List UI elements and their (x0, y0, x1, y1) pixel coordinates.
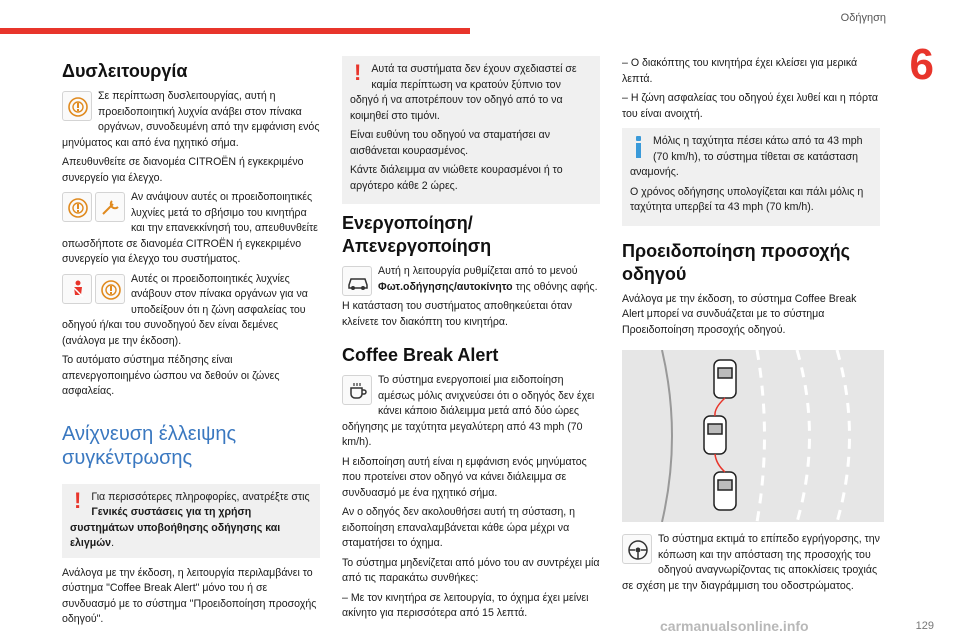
heading-activation: Ενεργοποίηση/ Απενεργοποίηση (342, 213, 492, 256)
exclamation-icon: ! (74, 487, 82, 513)
warning-box-1 (62, 484, 320, 558)
heading-malfunction: Δυσλειτουργία (62, 61, 188, 81)
malfunction-text-3: Αν ανάψουν αυτές οι προειδοποιητικές λυχνίες μετά το σβήσιμο του κινητήρα και την επανεκκίνησή του, απευθυνθείτε οπωσδήποτε σε διανομέα CITROËN ή εγκεκριμένο συνεργείο για έλεγχο του συστήματος. (62, 191, 318, 265)
icon-group-2 (62, 192, 125, 222)
coffee-text-5: – Με τον κινητήρα σε λειτουργία, το όχημα έχει μείνει ακίνητο για περισσότερα από 15 λεπτά. (342, 591, 589, 619)
warning-lamp-icon (62, 192, 92, 222)
malfunction-text-2: Απευθυνθείτε σε διανομέα CITROËN ή εγκεκριμένο συνεργείο για έλεγχο. (62, 156, 304, 184)
coffee-cup-icon (342, 375, 372, 405)
heading-fatigue-detection: Ανίχνευση έλλειψης συγκέντρωσης (62, 422, 237, 469)
warning-2-text-1: Αυτά τα συστήματα δεν έχουν σχεδιαστεί σε καμία περίπτωση να κρατούν ξύπνιο τον οδηγό ή να αποτρέπουν τον οδηγό από το να κοιμηθεί στο τιμόνι. (350, 63, 577, 122)
warning-lamp-icon (95, 274, 125, 304)
malfunction-text-1: Σε περίπτωση δυσλειτουργίας, αυτή η προειδοποιητική λυχνία ανάβει στον πίνακα οργάνων, συνοδευμένη από την εμφάνιση ενός μηνύματος και από ένα ηχητικό σήμα. (62, 90, 320, 149)
page-header-title: Οδήγηση (840, 12, 886, 24)
icon-group-car (342, 266, 372, 296)
coffee-text-4: Το σύστημα μηδενίζεται από μόνο του αν συντρέχει μία από τις παρακάτω συνθήκες: (342, 556, 600, 584)
warning-lamp-icon (62, 91, 92, 121)
column-2 (342, 56, 600, 626)
seatbelt-text: Αυτές οι προειδοποιητικές λυχνίες ανάβουν στον πίνακα οργάνων για να υποδείξουν ότι η ζώνη ασφαλείας του οδηγού ή/και του συνοδηγού δεν είναι δεμένες (ανάλογα με την έκδοση). (62, 272, 308, 347)
reset-condition-1: – Ο διακόπτης του κινητήρα έχει κλείσει για μερικά λεπτά. (622, 57, 858, 85)
info-text-2: Ο χρόνος οδήγησης υπολογίζεται και πάλι μόλις η ταχύτητα υπερβεί τα 43 mph (70 km/h). (630, 185, 864, 213)
page-number: 129 (915, 620, 934, 632)
lane-drift-illustration (622, 350, 884, 522)
seatbelt-icon (62, 274, 92, 304)
warning-2-text-2: Είναι ευθύνη του οδηγού να σταματήσει αν αισθάνεται κουρασμένος. (350, 129, 551, 157)
column-3 (622, 56, 880, 598)
exclamation-icon: ! (354, 60, 362, 85)
icon-group-steering (622, 534, 652, 564)
header-accent-bar (0, 28, 470, 34)
coffee-text-2: Η ειδοποίηση αυτή είναι η εμφάνιση ενός μηνύματος που προτείνει στον οδηγό να κάνει διάλειμμα σε συνδυασμό με ένα ηχητικό σήμα. (342, 455, 587, 499)
car-top-view (704, 416, 726, 454)
coffee-text-1: Το σύστημα ενεργοποιεί μια ειδοποίηση αμέσως μόλις ανιχνεύσει ότι ο οδηγός δεν έχει κάνει κάποιο διάλειμμα μετά από δύο ώρες οδήγησης με ταχύτητα μεγαλύτερη από 43 mph (70 km/h). (342, 374, 595, 448)
watermark: carmanualsonline.info (660, 618, 809, 634)
steering-wheel-icon (622, 534, 652, 564)
icon-group-1 (62, 91, 92, 121)
attention-text-2: Το σύστημα εκτιμά το επίπεδο εγρήγορσης, την κόπωση και την απόσταση της προσοχής του οδηγού αναγνωρίζοντας τις αποκλίσεις τροχιάς σε σχέση με την διαγράμμιση του οδοστρώματος. (622, 533, 880, 592)
heading-coffee-break: Coffee Break Alert (342, 345, 499, 365)
heading-driver-attention: Προειδοποίηση προσοχής οδηγού (622, 240, 850, 284)
info-box (622, 128, 880, 226)
warning-2-text-3: Κάντε διάλειμμα αν νιώθετε κουρασμένοι ή το αργότερο κάθε 2 ώρες. (350, 164, 563, 192)
attention-text-1: Ανάλογα με την έκδοση, το σύστημα Coffee Break Alert μπορεί να συνδυάζεται με το σύστημα Προειδοποίηση προσοχής οδηγού. (622, 292, 857, 336)
braking-text: Το αυτόματο σύστημα πέδησης είναι απενεργοποιημένο ώσπου να δεθούν οι ζώνες ασφαλείας. (62, 354, 280, 397)
column-1 (62, 56, 320, 632)
car-top-view (714, 360, 736, 398)
activation-menu-name: Φωτ.οδήγησης/αυτοκίνητο (378, 280, 513, 293)
activation-text-1: Αυτή η λειτουργία ρυθμίζεται από το μενού Φωτ.οδήγησης/αυτοκίνητο της οθόνης αφής. (378, 265, 598, 293)
icon-group-3 (62, 274, 125, 304)
lane-drift-diagram (622, 350, 884, 522)
coffee-text-3: Αν ο οδηγός δεν ακολουθήσει αυτή τη σύσταση, η ειδοποίηση επαναλαμβάνεται κάθε ώρα μέχρι να σταματήσει το όχημα. (342, 506, 576, 549)
warning-text-pre: Για περισσότερες πληροφορίες, ανατρέξτε στις (91, 490, 310, 503)
info-icon (636, 136, 641, 158)
car-icon (342, 266, 372, 296)
fatigue-version-text: Ανάλογα με την έκδοση, η λειτουργία περιλαμβάνει το σύστημα "Coffee Break Alert" μόνο του ή σε συνδυασμό με το σύστημα "Προειδοποίηση προσοχής οδηγού". (62, 566, 317, 625)
activation-text-2: Η κατάσταση του συστήματος αποθηκεύεται όταν κλείνετε τον διακόπτη του κινητήρα. (342, 300, 573, 328)
info-text-1: Μόλις η ταχύτητα πέσει κάτω από τα 43 mph (70 km/h), το σύστημα τίθεται σε κατάσταση αναμονής. (630, 135, 863, 178)
warning-text-post: . (111, 537, 115, 549)
warning-text-link: Γενικές συστάσεις για τη χρήση συστημάτων υποβοήθησης οδήγησης και ελιγμών (70, 506, 281, 549)
wrench-icon (95, 192, 125, 222)
icon-group-coffee (342, 375, 372, 405)
reset-condition-2: – Η ζώνη ασφαλείας του οδηγού έχει λυθεί και η πόρτα του είναι ανοιχτή. (622, 92, 878, 120)
chapter-number: 6 (909, 40, 934, 89)
car-top-view (714, 472, 736, 510)
warning-box-2 (342, 56, 600, 204)
